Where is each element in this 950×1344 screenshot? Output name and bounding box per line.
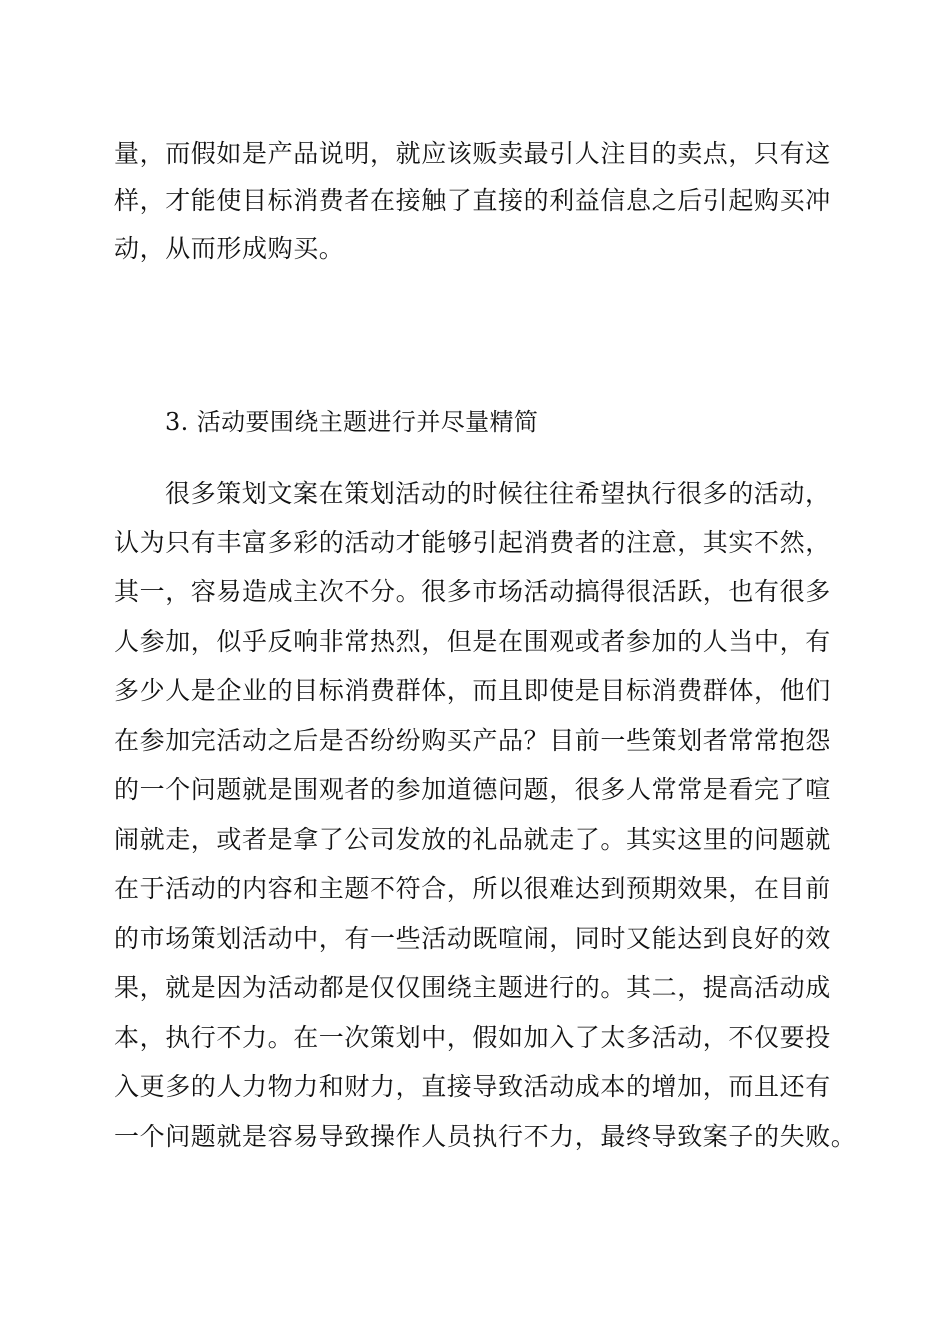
paragraph-2-line-7: 的一个问题就是围观者的参加道德问题，很多人常常是看完了喧	[114, 775, 831, 804]
paragraph-2-line-4: 人参加，似乎反响非常热烈，但是在围观或者参加的人当中，有	[114, 627, 831, 656]
section-heading: 3. 活动要围绕主题进行并尽量精简	[165, 408, 539, 436]
paragraph-2-line-6: 在参加完活动之后是否纷纷购买产品？目前一些策划者常常抱怨	[114, 726, 831, 755]
paragraph-2-line-10: 的市场策划活动中，有一些活动既喧闹，同时又能达到良好的效	[114, 924, 831, 953]
paragraph-2-line-11: 果，就是因为活动都是仅仅围绕主题进行的。其二，提高活动成	[114, 973, 831, 1002]
paragraph-2-line-5: 多少人是企业的目标消费群体，而且即使是目标消费群体，他们	[114, 676, 831, 705]
paragraph-2-line-1: 很多策划文案在策划活动的时候往往希望执行很多的活动，	[165, 479, 831, 508]
paragraph-2-line-2: 认为只有丰富多彩的活动才能够引起消费者的注意，其实不然，	[114, 528, 831, 557]
paragraph-1-line-2: 样，才能使目标消费者在接触了直接的利益信息之后引起购买冲	[114, 186, 831, 215]
paragraph-1-line-1: 量，而假如是产品说明，就应该贩卖最引人注目的卖点，只有这	[114, 139, 831, 168]
paragraph-2-line-8: 闹就走，或者是拿了公司发放的礼品就走了。其实这里的问题就	[114, 825, 831, 854]
paragraph-2-line-3: 其一，容易造成主次不分。很多市场活动搞得很活跃，也有很多	[114, 577, 831, 606]
paragraph-2-line-9: 在于活动的内容和主题不符合，所以很难达到预期效果，在目前	[114, 874, 831, 903]
paragraph-1-line-3: 动，从而形成购买。	[114, 234, 345, 263]
paragraph-2-line-12: 本，执行不力。在一次策划中，假如加入了太多活动，不仅要投	[114, 1023, 831, 1052]
paragraph-2-line-14: 一个问题就是容易导致操作人员执行不力，最终导致案子的失败。	[114, 1122, 857, 1151]
paragraph-2-line-13: 入更多的人力物力和财力，直接导致活动成本的增加，而且还有	[114, 1072, 831, 1101]
